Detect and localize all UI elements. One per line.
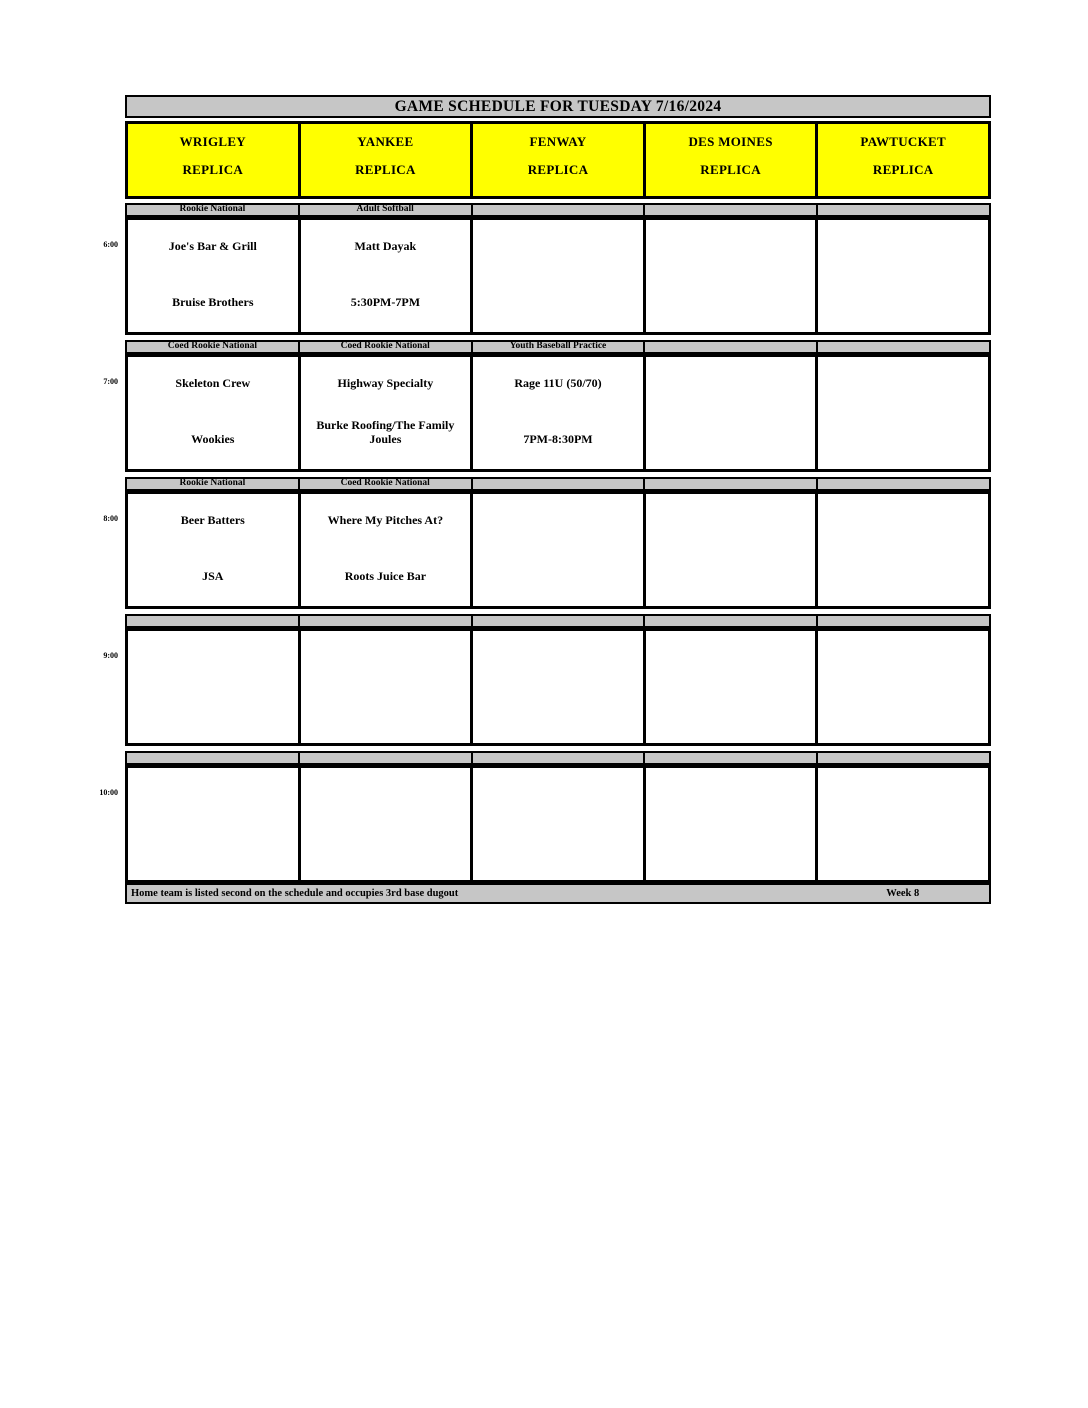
field-replica-label: REPLICA	[355, 162, 416, 177]
game-row	[103, 217, 991, 335]
game-cell	[301, 357, 471, 469]
game-cell	[128, 631, 298, 743]
home-team: 7PM-8:30PM	[523, 432, 593, 447]
game-cell	[301, 494, 471, 606]
league-band-cell: Rookie National	[127, 479, 298, 489]
league-band-cell	[645, 479, 816, 489]
home-team: Wookies	[191, 432, 235, 447]
game-cell	[646, 220, 816, 332]
away-team: Where My Pitches At?	[327, 513, 444, 527]
game-cell	[473, 220, 643, 332]
league-band-cell	[473, 616, 644, 626]
time-label: 7:00	[103, 377, 118, 386]
league-band-cell	[645, 205, 816, 215]
field-header-cell	[301, 124, 471, 196]
game-cell	[818, 357, 988, 469]
away-team: Highway Specialty	[337, 376, 434, 390]
schedule-table	[99, 95, 991, 904]
schedule-blocks	[99, 203, 991, 883]
league-band-cell: Youth Baseball Practice	[473, 342, 644, 352]
home-team: Bruise Brothers	[172, 295, 254, 310]
field-name: PAWTUCKET	[860, 134, 946, 149]
game-row	[103, 628, 991, 746]
game-cell	[646, 357, 816, 469]
field-header-row	[125, 121, 991, 199]
game-cell	[646, 768, 816, 880]
week-label: Week 8	[886, 888, 920, 899]
away-team: Skeleton Crew	[175, 376, 251, 390]
game-cell	[818, 768, 988, 880]
league-band-cell	[127, 753, 298, 763]
league-band-cell	[645, 616, 816, 626]
game-row	[99, 765, 991, 883]
field-replica-label: REPLICA	[182, 162, 244, 177]
league-band-cell	[127, 616, 298, 626]
field-header-cell	[646, 124, 816, 196]
game-cell	[473, 494, 643, 606]
game-cell	[818, 631, 988, 743]
away-team: Joe's Bar & Grill	[168, 239, 257, 253]
game-cell	[128, 494, 298, 606]
field-name: WRIGLEY	[179, 134, 246, 149]
league-band-cell	[645, 342, 816, 352]
game-cell	[128, 768, 298, 880]
game-cell	[473, 631, 643, 743]
league-band-cell: Coed Rookie National	[300, 342, 471, 352]
league-band-cell: Adult Softball	[300, 205, 471, 215]
time-label: 6:00	[103, 240, 118, 249]
game-row	[103, 491, 991, 609]
league-band-row	[125, 751, 991, 765]
field-replica-label: REPLICA	[700, 162, 761, 177]
league-band-row	[125, 203, 991, 217]
game-cell	[301, 631, 471, 743]
league-band-cell: Coed Rookie National	[300, 479, 471, 489]
game-row	[103, 354, 991, 472]
league-band-cell	[818, 479, 989, 489]
schedule-title: GAME SCHEDULE FOR TUESDAY 7/16/2024	[125, 95, 991, 118]
away-team: Matt Dayak	[354, 239, 417, 253]
league-band-cell: Rookie National	[127, 205, 298, 215]
away-team: Beer Batters	[180, 513, 245, 527]
game-cell	[473, 357, 643, 469]
league-band-cell	[818, 753, 989, 763]
footer-note: Home team is listed second on the schedule and occupies 3rd base dugout	[131, 888, 459, 899]
game-cell	[818, 494, 988, 606]
field-name: DES MOINES	[688, 134, 773, 149]
away-team: Rage 11U (50/70)	[514, 376, 602, 390]
league-band-row	[125, 477, 991, 491]
field-name: YANKEE	[357, 134, 414, 149]
time-label: 8:00	[103, 514, 118, 523]
game-cell	[473, 768, 643, 880]
time-label: 10:00	[99, 788, 118, 797]
league-band-cell	[300, 616, 471, 626]
field-header-cell	[473, 124, 643, 196]
league-band-cell: Coed Rookie National	[127, 342, 298, 352]
game-cell	[646, 494, 816, 606]
home-team: JSA	[202, 569, 224, 584]
game-cell	[128, 220, 298, 332]
game-cell	[128, 357, 298, 469]
home-team: 5:30PM-7PM	[350, 295, 421, 310]
field-header-cell	[818, 124, 988, 196]
league-band-cell	[645, 753, 816, 763]
game-cell	[818, 220, 988, 332]
game-cell	[646, 631, 816, 743]
game-cell	[301, 768, 471, 880]
time-label: 9:00	[103, 651, 118, 660]
field-name: FENWAY	[529, 134, 587, 149]
league-band-cell	[473, 205, 644, 215]
league-band-cell	[300, 753, 471, 763]
league-band-row	[125, 614, 991, 628]
league-band-cell	[473, 479, 644, 489]
field-header-cell	[128, 124, 298, 196]
field-replica-label: REPLICA	[872, 162, 934, 177]
league-band-row	[125, 340, 991, 354]
home-team: Burke Roofing/The Family Joules	[316, 418, 455, 447]
league-band-cell	[818, 342, 989, 352]
home-team: Roots Juice Bar	[344, 569, 427, 584]
game-cell	[301, 220, 471, 332]
league-band-cell	[818, 616, 989, 626]
league-band-cell	[818, 205, 989, 215]
field-replica-label: REPLICA	[527, 162, 589, 177]
league-band-cell	[473, 753, 644, 763]
footer-row	[125, 883, 991, 904]
